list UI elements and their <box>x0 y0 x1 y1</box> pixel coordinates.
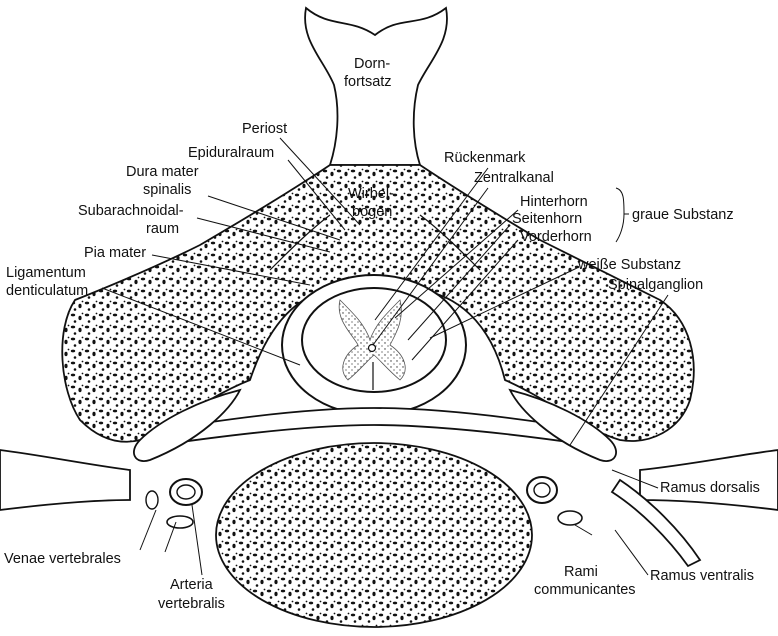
label-arteria-1: Arteria <box>170 577 213 593</box>
label-dornfortsatz-1: Dorn- <box>354 56 391 72</box>
label-dura-2: spinalis <box>143 182 192 198</box>
label-rami-1: Rami <box>564 564 598 580</box>
label-epiduralraum: Epiduralraum <box>188 145 275 161</box>
spinal-canal <box>282 275 466 415</box>
label-vorderhorn: Vorderhorn <box>520 229 592 245</box>
label-rami-2: communicantes <box>534 582 636 598</box>
label-venae: Venae vertebrales <box>4 551 121 567</box>
label-arteria-2: vertebralis <box>158 596 225 612</box>
label-wirbel-1: Wirbel- <box>348 186 394 202</box>
right-vertebral-vein <box>558 511 582 525</box>
label-ramus-ventralis: Ramus ventralis <box>650 568 754 584</box>
vertebral-body <box>216 443 532 627</box>
label-subarach-2: raum <box>146 221 180 237</box>
label-wirbel-2: bogen <box>352 204 393 220</box>
label-zentralkanal: Zentralkanal <box>474 170 554 186</box>
label-ligamentum-2: denticulatum <box>6 283 89 299</box>
label-graue-substanz: graue Substanz <box>632 207 734 223</box>
label-ramus-dorsalis: Ramus dorsalis <box>660 480 760 496</box>
label-spinalganglion: Spinalganglion <box>608 277 704 293</box>
label-dornfortsatz-2: fortsatz <box>344 74 392 90</box>
left-vertebral-vein <box>167 516 193 528</box>
label-seitenhorn: Seitenhorn <box>512 211 583 227</box>
label-ligamentum-1: Ligamentum <box>6 265 86 281</box>
label-periost: Periost <box>242 121 288 137</box>
left-nerve <box>0 450 130 510</box>
central-canal <box>369 345 376 352</box>
label-weisse-substanz: weiße Substanz <box>578 257 682 273</box>
label-rueckenmark: Rückenmark <box>444 150 526 166</box>
left-vertebral-vein-2 <box>146 491 158 509</box>
label-dura-1: Dura mater <box>126 164 199 180</box>
label-hinterhorn: Hinterhorn <box>520 194 588 210</box>
posterior-ligament-band <box>160 408 590 445</box>
label-subarach-1: Subarachnoidal- <box>78 203 184 219</box>
label-pia-mater: Pia mater <box>84 245 147 261</box>
